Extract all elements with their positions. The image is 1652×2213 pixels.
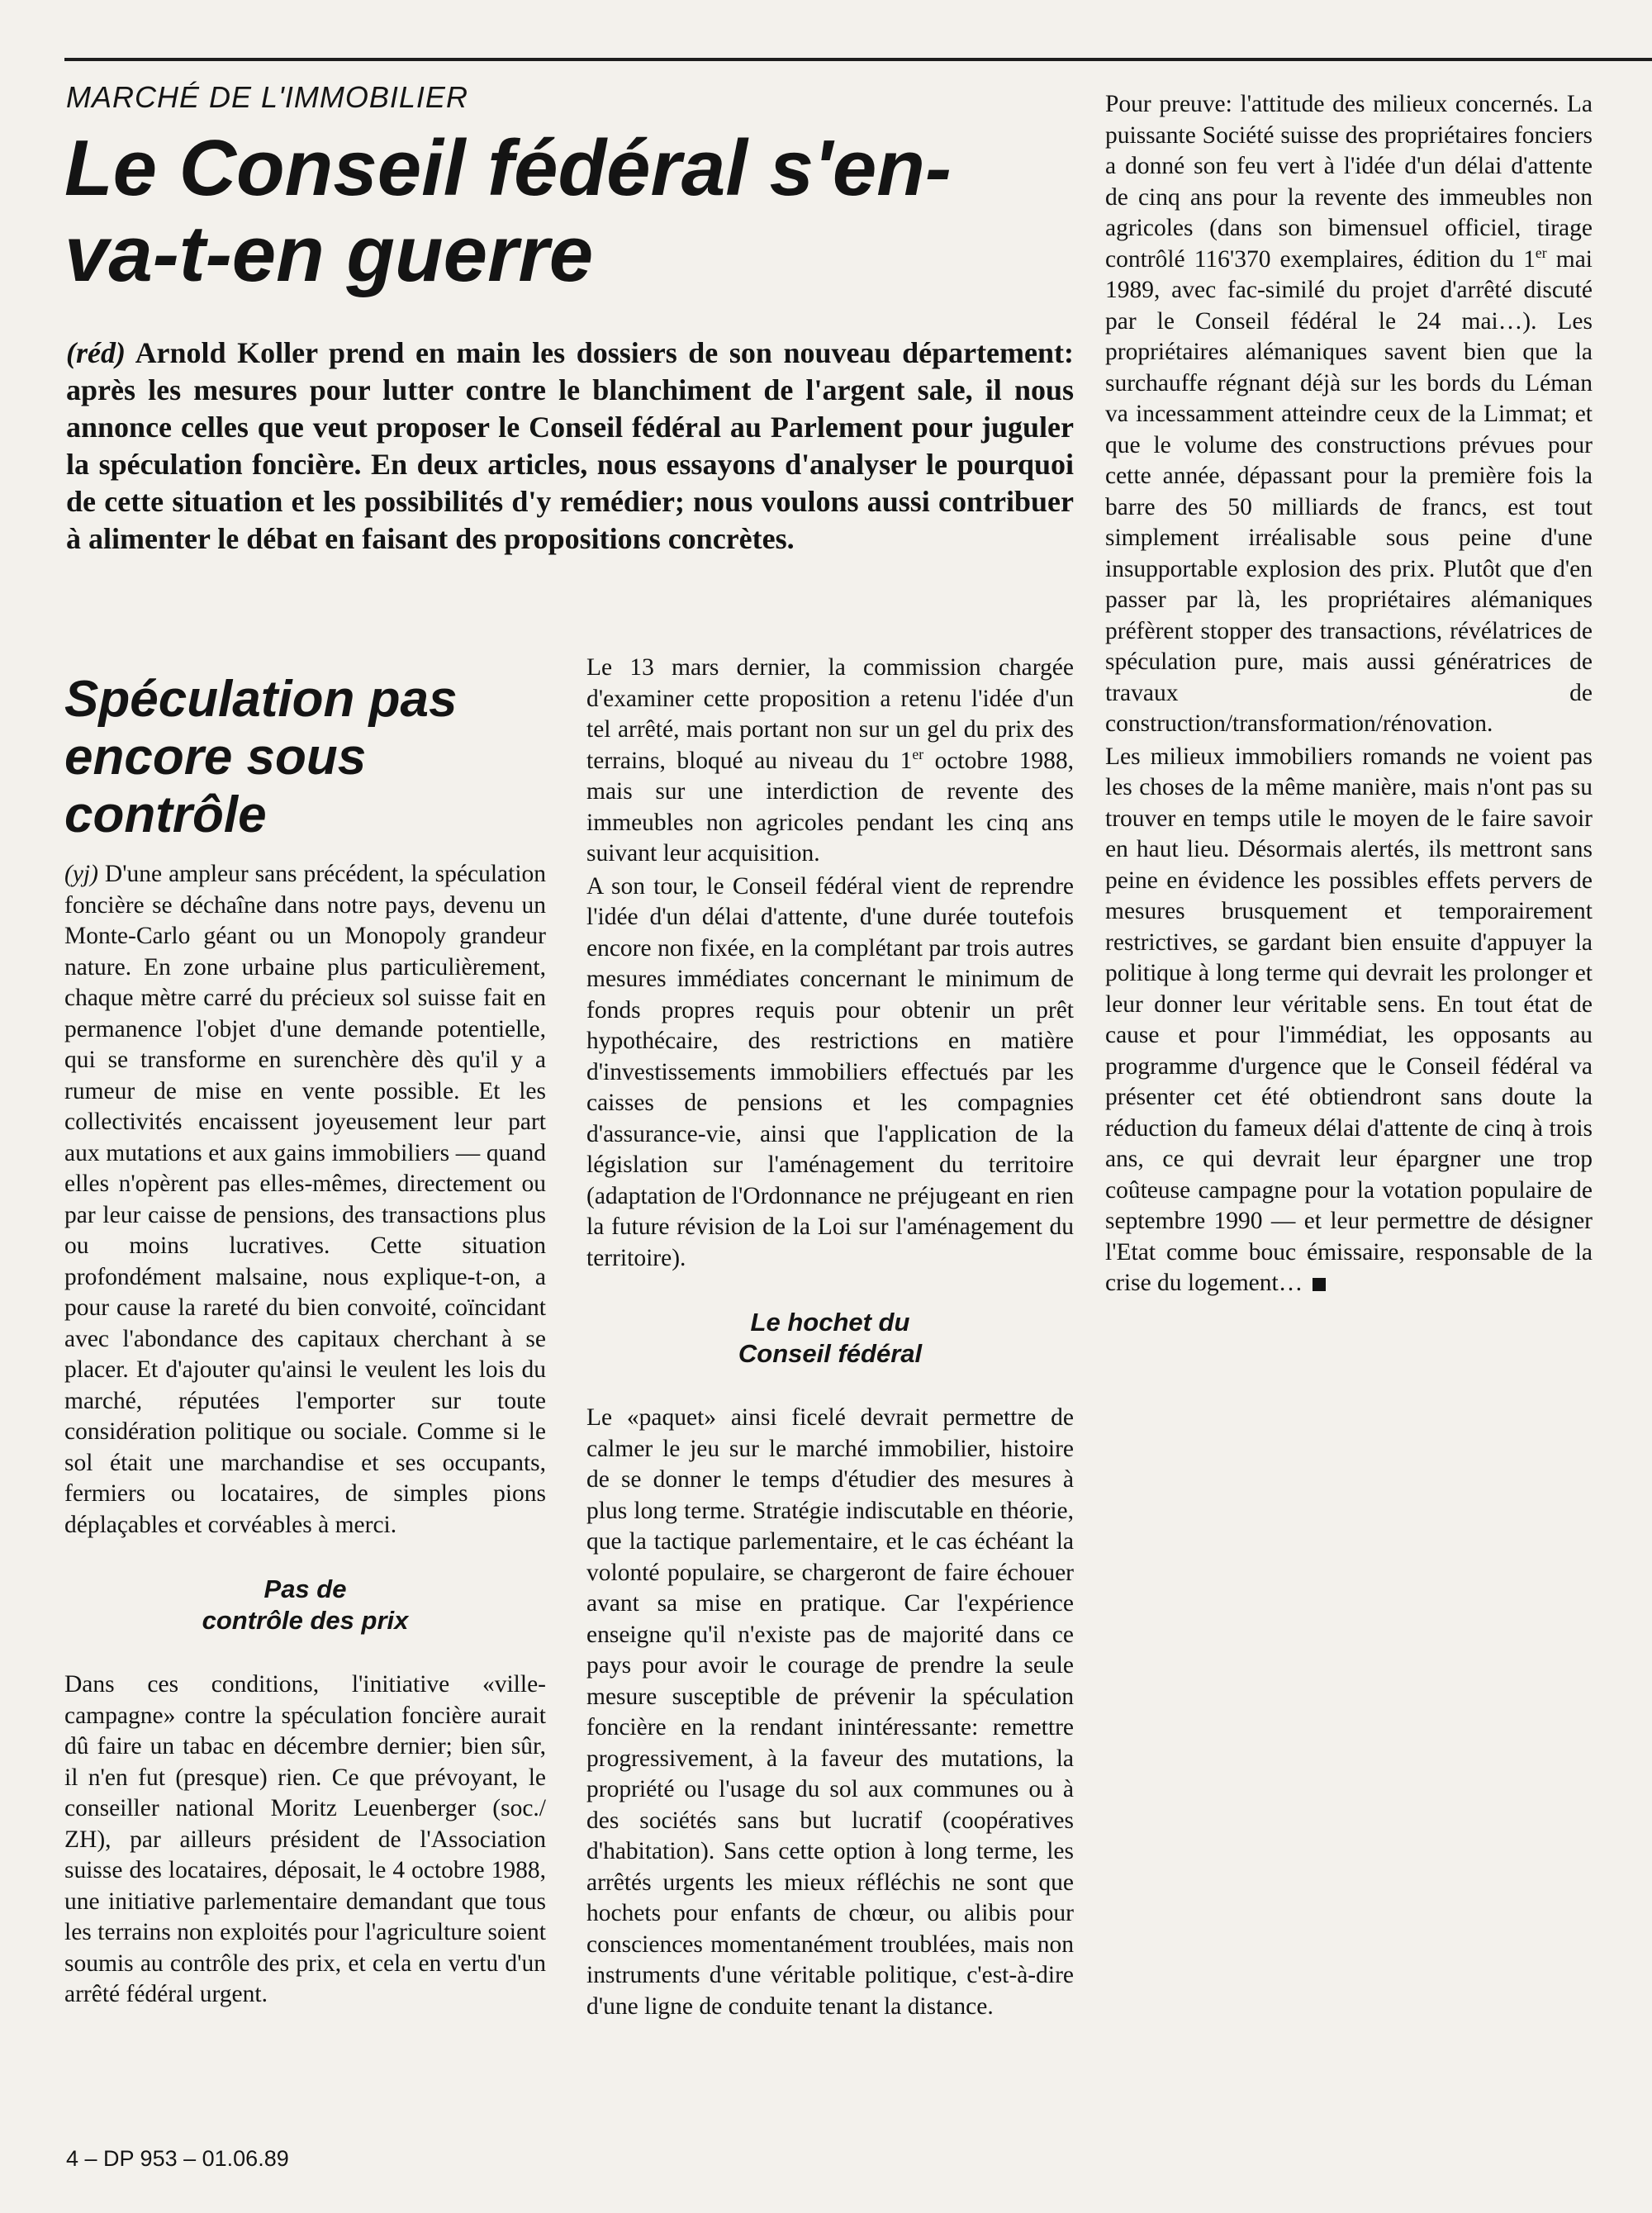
section-rubric: MARCHÉ DE L'IMMOBILIER [66,80,468,114]
paragraph-5-text: Le «paquet» ainsi ficelé devrait permettre de calmer le jeu sur le marché immobilier, histoire de se donner le temps d'étudier des mesures à plus long terme. Stratégie indiscutable en théorie, que la tactique parlementaire, et le cas échéant la volonté populaire, se chargeront de faire échouer avant sa mise en pratique. Car l'expérience enseigne qu'il n'existe pas de majorité dans ce pays pour avoir le courage de prendre la seule mesure susceptible de prévenir la spéculation foncière en la rendant inintéressante: remettre progressivement, à la faveur des mutations, la propriété ou l'usage du sol aux communes ou à des sociétés sans but lucratif (coopératives d'habitation). Sans cette option à long terme, les arrêtés urgents les mieux réfléchis ne sont que hochets pour enfants de chœur, ou alibis pour consciences momentanément troublées, mais non instruments d'une véritable politique, c'est-à-dire d'une ligne de conduite tenant la distance. [586,1404,1074,2020]
subhead-1-line-2: contrôle des prix [202,1606,409,1635]
subhead-2-line-1: Le hochet du [750,1308,910,1337]
paragraph-4 [586,871,1074,1275]
headline-line-1: Le Conseil fédéral s'en- [64,124,952,212]
subhead-hochet [586,1307,1074,1370]
paragraph-2 [64,1669,546,2011]
subhead-2-line-2: Conseil fédéral [738,1339,923,1368]
paragraph-6 [1105,89,1593,740]
article-title-line-2: encore sous [64,729,367,786]
paragraph-6-sup: er [1535,244,1547,261]
subhead-controle-des-prix [64,1574,546,1636]
subhead-1-line-1: Pas de [263,1574,347,1603]
paragraph-1-text: D'une ampleur sans précédent, la spéculation foncière se déchaîne dans notre pays, devenu un Monte-Carlo géant ou un Monopoly grandeur nature. En zone urbaine plus particulièrement, chaque mètre carré du précieux sol suisse fait en permanence l'objet d'une demande potentielle, qui se transforme en surenchère dès qu'il y a rumeur de mise en vente possible. Et les collectivités encaissent joyeusement leur part aux mutations et aux gains immobiliers — quand elles n'opèrent pas elles-mêmes, directement ou par leur caisse de pensions, des transactions plus ou moins lucratives. Cette situation profondément malsaine, nous explique-t-on, a pour cause la rareté du bien convoité, coïncidant avec l'abondance des capitaux cherchant à se placer. Et d'ajouter qu'ainsi le veulent les lois du marché, réputées l'emporter sur toute considération politique ou sociale. Comme si le sol était une marchandise et ses occupants, fermiers ou locataires, de simples pions déplaçables et corvéables à merci. [64,861,547,1538]
lead-tag: (réd) [66,336,126,369]
column-right [1105,89,1593,1299]
article-title [64,671,546,844]
paragraph-3-sup: er [912,745,924,762]
paragraph-6-text-a: Pour preuve: l'attitude des milieux concernés. La puissante Société suisse des propriétaires fonciers a donné son feu vert à l'idée d'un délai d'attente de cinq ans pour la revente des immeubles non agricoles (dans son bimensuel officiel, tirage contrôlé 116'370 exemplaires, édition du 1 [1105,91,1593,273]
lead-text: Arnold Koller prend en main les dossiers de son nouveau département: après les mesures pour lutter contre le blanchiment de l'argent sale, il nous annonce celles que veut proposer le Conseil fédéral au Parlement pour juguler la spéculation foncière. En deux articles, nous essayons d'analyser le pourquoi de cette situation et les possibilités d'y remédier; nous voulons aussi contribuer à alimenter le débat en faisant des propositions concrètes. [66,336,1074,555]
article-title-line-1: Spéculation pas [64,671,458,728]
paragraph-3-text-a: Le 13 mars dernier, la commission chargée d'examiner cette proposition a retenu l'idée d'un tel arrêté, mais portant non sur un gel du prix des terrains, bloqué au niveau du 1 [586,654,1074,774]
column-middle [586,653,1074,2022]
end-of-article-square-icon [1313,1278,1326,1291]
article-title-line-3: contrôle [64,786,267,843]
paragraph-4-text: A son tour, le Conseil fédéral vient de reprendre l'idée d'un délai d'attente, d'une durée toutefois encore non fixée, en la complétant par trois autres mesures immédiates concernant le minimum de fonds propres requis pour obtenir un prêt hypothécaire, des restrictions en matière d'investissements immobiliers effectués par les caisses de pensions et les compagnies d'assurance-vie, ainsi que l'application de la législation sur l'aménagement du territoire (adaptation de l'Ordonnance ne préjugeant en rien la future révision de la Loi sur l'aménagement du territoire). [586,872,1074,1271]
paragraph-1 [64,859,546,1541]
paragraph-5 [586,1403,1074,2022]
lead-paragraph [66,335,1074,558]
paragraph-3 [586,653,1074,870]
headline [64,126,1097,297]
paragraph-7 [1105,742,1593,1299]
page-footer: 4 – DP 953 – 01.06.89 [66,2146,289,2171]
column-left [64,671,546,2011]
headline-line-2: va-t-en guerre [64,210,594,298]
paragraph-3-text-b: octobre 1988, mais sur une interdiction de revente des immeubles non agricoles pendant les cinq ans suivant leur acquisition. [586,747,1074,867]
paragraph-6-text-b: mai 1989, avec fac-similé du projet d'arrêté discuté par le Conseil fédéral le 24 mai…). Les propriétaires alémaniques savent bien que la surchauffe régnant déjà sur les bords du Léman va incessamment atteindre ceux de la Limmat; et que le volume des constructions prévues pour cette année, dépassant pour la première fois la barre des 50 milliards de francs, est tout simplement irréalisable sous peine d'une insupportable explosion des prix. Plutôt que d'en passer par là, les propriétaires alémaniques préfèrent stopper des transactions, révélatrices de spéculation pure, mais aussi génératrices de travaux de construction/transformation/rénovation. [1105,245,1593,737]
paragraph-7-text: Les milieux immobiliers romands ne voient pas les choses de la même manière, mais n'ont pas su trouver en temps utile le moyen de le faire savoir en haut lieu. Désormais alertés, ils mettront sans peine en évidence les possibles effets pervers de mesures brusquement et temporairement restrictives, se gardant bien ensuite d'appuyer la politique à long terme qui devrait les prolonger et leur donner leur véritable sens. En tout état de cause et pour l'immédiat, les opposants au programme d'urgence que le Conseil fédéral va présenter cet été obtiendront sans doute la réduction du fameux délai d'attente de cinq à trois ans, ce qui devrait leur épargner une trop coûteuse campagne pour la votation populaire de septembre 1990 — et leur permettre de désigner l'Etat comme bouc émissaire, responsable de la crise du logement… [1105,743,1593,1296]
top-rule [64,58,1652,61]
byline: (yj) [64,861,98,887]
paragraph-2-text: Dans ces conditions, l'initiative «ville-campagne» contre la spéculation foncière aurait dû faire un tabac en décembre dernier; bien sûr, il n'en fut (presque) rien. Ce que prévoyant, le conseiller national Moritz Leuenberger (soc./ ZH), par ailleurs président de l'Association suisse des locataires, déposait, le 4 octobre 1988, une initiative parlementaire demandant que tous les terrains non exploités pour l'agriculture soient soumis au contrôle des prix, et cela en vertu d'un arrêté fédéral urgent. [64,1671,546,2007]
